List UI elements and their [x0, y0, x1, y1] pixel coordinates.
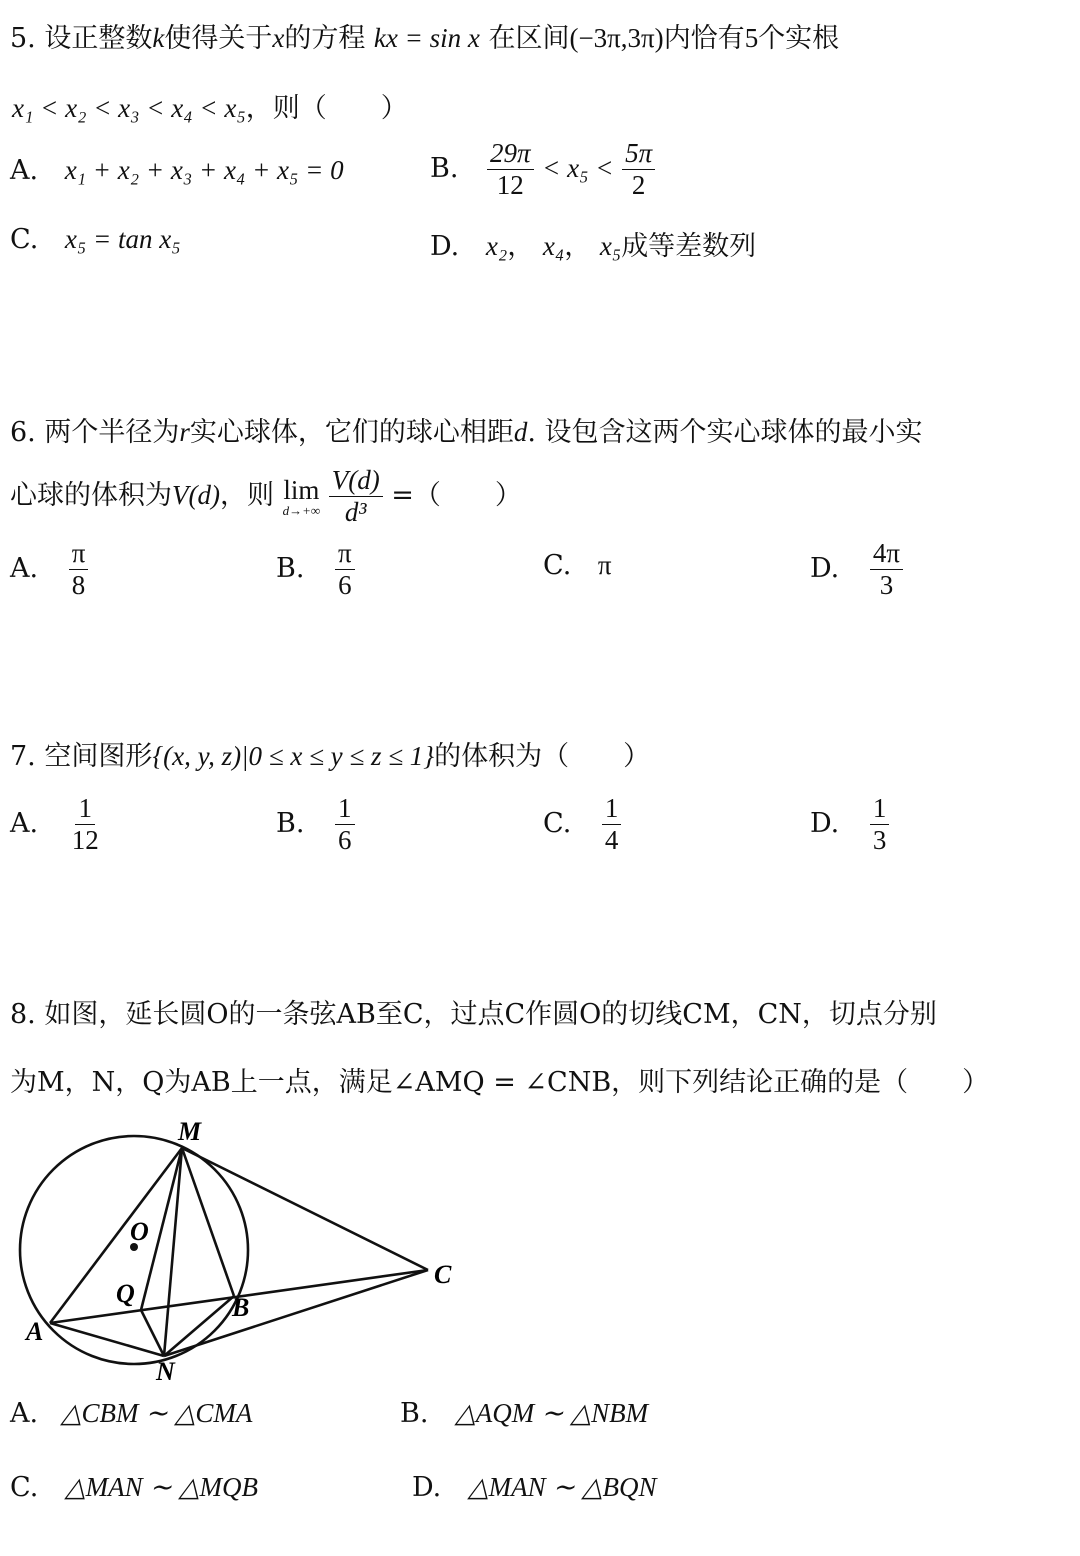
q5-option-b[interactable]: [430, 138, 655, 201]
q5-var-x: x: [272, 23, 285, 53]
fraction-den: 3: [879, 570, 894, 601]
fraction-num: V(d): [329, 465, 383, 497]
limit: [282, 474, 321, 518]
q8-stem-line2: [10, 1060, 989, 1099]
q6-blank: =（ ）: [391, 480, 522, 512]
option-sep: ，: [507, 231, 535, 262]
q8-text: 为M，N，Q为AB上一点，满足∠AMQ = ∠CNB，则下列结论正确的是（ ）: [10, 1067, 990, 1098]
q6-stem-line2: [10, 465, 522, 528]
option-label: C.: [10, 1472, 39, 1503]
fraction: [487, 138, 534, 201]
q8-option-d[interactable]: [412, 1472, 657, 1503]
option-label: D.: [412, 1472, 442, 1503]
label-c: C: [434, 1260, 452, 1289]
fraction: [335, 793, 355, 856]
q5-blank: ，则（ ）: [245, 93, 408, 124]
q5-text: 使得关于: [164, 23, 273, 54]
option-label: A.: [10, 553, 39, 585]
q6-number: 6.: [10, 417, 36, 448]
limit-symbol: lim: [283, 474, 320, 505]
q5-equation: kx = sin x: [373, 23, 480, 53]
fraction-den: 2: [631, 170, 646, 201]
q5-var-k: k: [152, 23, 165, 53]
label-a: A: [26, 1317, 44, 1346]
geometry-figure: [0, 1110, 480, 1390]
option-label: B.: [276, 553, 305, 585]
option-label: A.: [10, 808, 39, 840]
fraction-num: 1: [870, 793, 890, 825]
q6-text: 实心球体，它们的球心相距: [189, 417, 514, 448]
option-label: D.: [810, 808, 840, 840]
q5-option-a[interactable]: [10, 155, 344, 186]
segment-nc: [164, 1270, 428, 1356]
q6-text: ，则: [219, 480, 274, 512]
fraction: [329, 465, 383, 528]
q5-text: 个实根: [758, 23, 840, 54]
fraction-num: 1: [335, 793, 355, 825]
q6-option-b[interactable]: [276, 538, 355, 601]
fraction: [622, 138, 655, 201]
fraction-num: π: [335, 538, 355, 570]
q6-var-r: r: [179, 417, 190, 447]
option-label: D.: [810, 553, 840, 585]
q5-number: 5.: [10, 23, 36, 54]
q6-option-c[interactable]: [543, 550, 612, 581]
q5-text: 内恰有: [663, 23, 745, 54]
q5-stem-line2: [12, 86, 408, 125]
fraction-num: 1: [75, 793, 95, 825]
option-label: C.: [543, 808, 572, 840]
q7-number: 7.: [10, 741, 36, 772]
option-label: B.: [400, 1398, 429, 1429]
q7-option-d[interactable]: [810, 793, 889, 856]
fraction-den: 8: [71, 570, 86, 601]
q5-root-count: 5: [744, 23, 759, 53]
q7-stem: [10, 734, 650, 773]
q5-text: 的方程: [284, 23, 366, 54]
q6-option-a[interactable]: [10, 538, 88, 601]
q5-text: 在区间: [488, 23, 570, 54]
option-text: x₅ = tan x₅: [64, 224, 181, 254]
option-label: C.: [10, 224, 39, 255]
option-text: △MAN ∼ △BQN: [467, 1472, 657, 1502]
label-o: O: [130, 1217, 149, 1246]
fraction-den: d³: [344, 497, 367, 528]
option-label: C.: [543, 550, 572, 581]
option-sep: ，: [564, 231, 592, 262]
q5-interval: (−3π,3π): [569, 23, 664, 53]
q7-option-b[interactable]: [276, 793, 355, 856]
option-label: A.: [10, 155, 39, 186]
q5-roots: x₁ < x₂ < x₃ < x₄ < x₅: [12, 93, 246, 123]
option-text: △CBM ∼ △CMA: [60, 1398, 253, 1428]
option-label: A.: [10, 1398, 39, 1429]
label-n: N: [156, 1357, 175, 1386]
fraction-den: 12: [496, 170, 524, 201]
segment-an: [50, 1323, 164, 1356]
fraction-den: 6: [338, 570, 352, 601]
fraction-den: 12: [71, 825, 99, 856]
q5-option-d[interactable]: [430, 224, 756, 263]
fraction-den: 4: [604, 825, 619, 856]
option-text: x₁ + x₂ + x₃ + x₄ + x₅ = 0: [64, 155, 344, 185]
q5-text: 设正整数: [44, 23, 153, 54]
q7-set: {(x, y, z)|0 ≤ x ≤ y ≤ z ≤ 1}: [152, 741, 435, 771]
option-label: B.: [430, 153, 459, 185]
option-text: △MAN ∼ △MQB: [64, 1472, 259, 1502]
q5-option-c[interactable]: [10, 224, 181, 255]
option-text: π: [597, 550, 612, 580]
option-text: △AQM ∼ △NBM: [455, 1398, 649, 1428]
label-b: B: [232, 1293, 250, 1322]
fraction-den: 6: [338, 825, 352, 856]
fraction-num: 5π: [622, 138, 655, 170]
q7-text: 空间图形: [44, 741, 153, 772]
q8-text: 如图，延长圆O的一条弦AB至C，过点C作圆O的切线CM，CN，切点分别: [44, 999, 937, 1030]
label-q: Q: [116, 1279, 135, 1308]
fraction: [602, 793, 622, 856]
q6-volume: V(d): [172, 480, 220, 511]
option-label: D.: [430, 231, 460, 262]
fraction-den: 3: [872, 825, 887, 856]
q6-var-d: d: [513, 417, 528, 447]
fraction-num: 29π: [487, 138, 534, 170]
option-text: 成等差数列: [621, 231, 757, 262]
q6-text: 心球的体积为: [10, 480, 172, 512]
q8-option-c[interactable]: [10, 1472, 258, 1503]
q7-text: 的体积为（ ）: [434, 741, 651, 772]
q6-text: . 设包含这两个实心球体的最小实: [527, 417, 923, 448]
q5-stem-line1: [10, 16, 839, 55]
q7-option-c[interactable]: [543, 793, 621, 856]
fraction: [335, 538, 355, 601]
q8-option-b[interactable]: [400, 1398, 648, 1429]
q8-number: 8.: [10, 999, 36, 1030]
option-text: < x₅ <: [542, 153, 614, 184]
q6-text: 两个半径为: [44, 417, 180, 448]
q7-option-a[interactable]: [10, 793, 102, 856]
option-var: x₂: [485, 231, 508, 261]
q8-stem-line1: [10, 992, 937, 1031]
limit-subscript: d→+∞: [282, 502, 321, 518]
fraction: [69, 793, 102, 856]
option-var: x₅: [599, 231, 622, 261]
q8-option-a[interactable]: [10, 1398, 252, 1429]
option-var: x₄: [542, 231, 565, 261]
label-m: M: [178, 1117, 202, 1146]
q6-option-d[interactable]: [810, 538, 903, 601]
option-label: B.: [276, 808, 305, 840]
fraction-num: 4π: [870, 538, 903, 570]
fraction: [69, 538, 89, 601]
fraction: [870, 538, 903, 601]
fraction: [870, 793, 890, 856]
fraction-num: 1: [602, 793, 622, 825]
fraction-num: π: [69, 538, 89, 570]
q6-stem-line1: [10, 410, 923, 449]
